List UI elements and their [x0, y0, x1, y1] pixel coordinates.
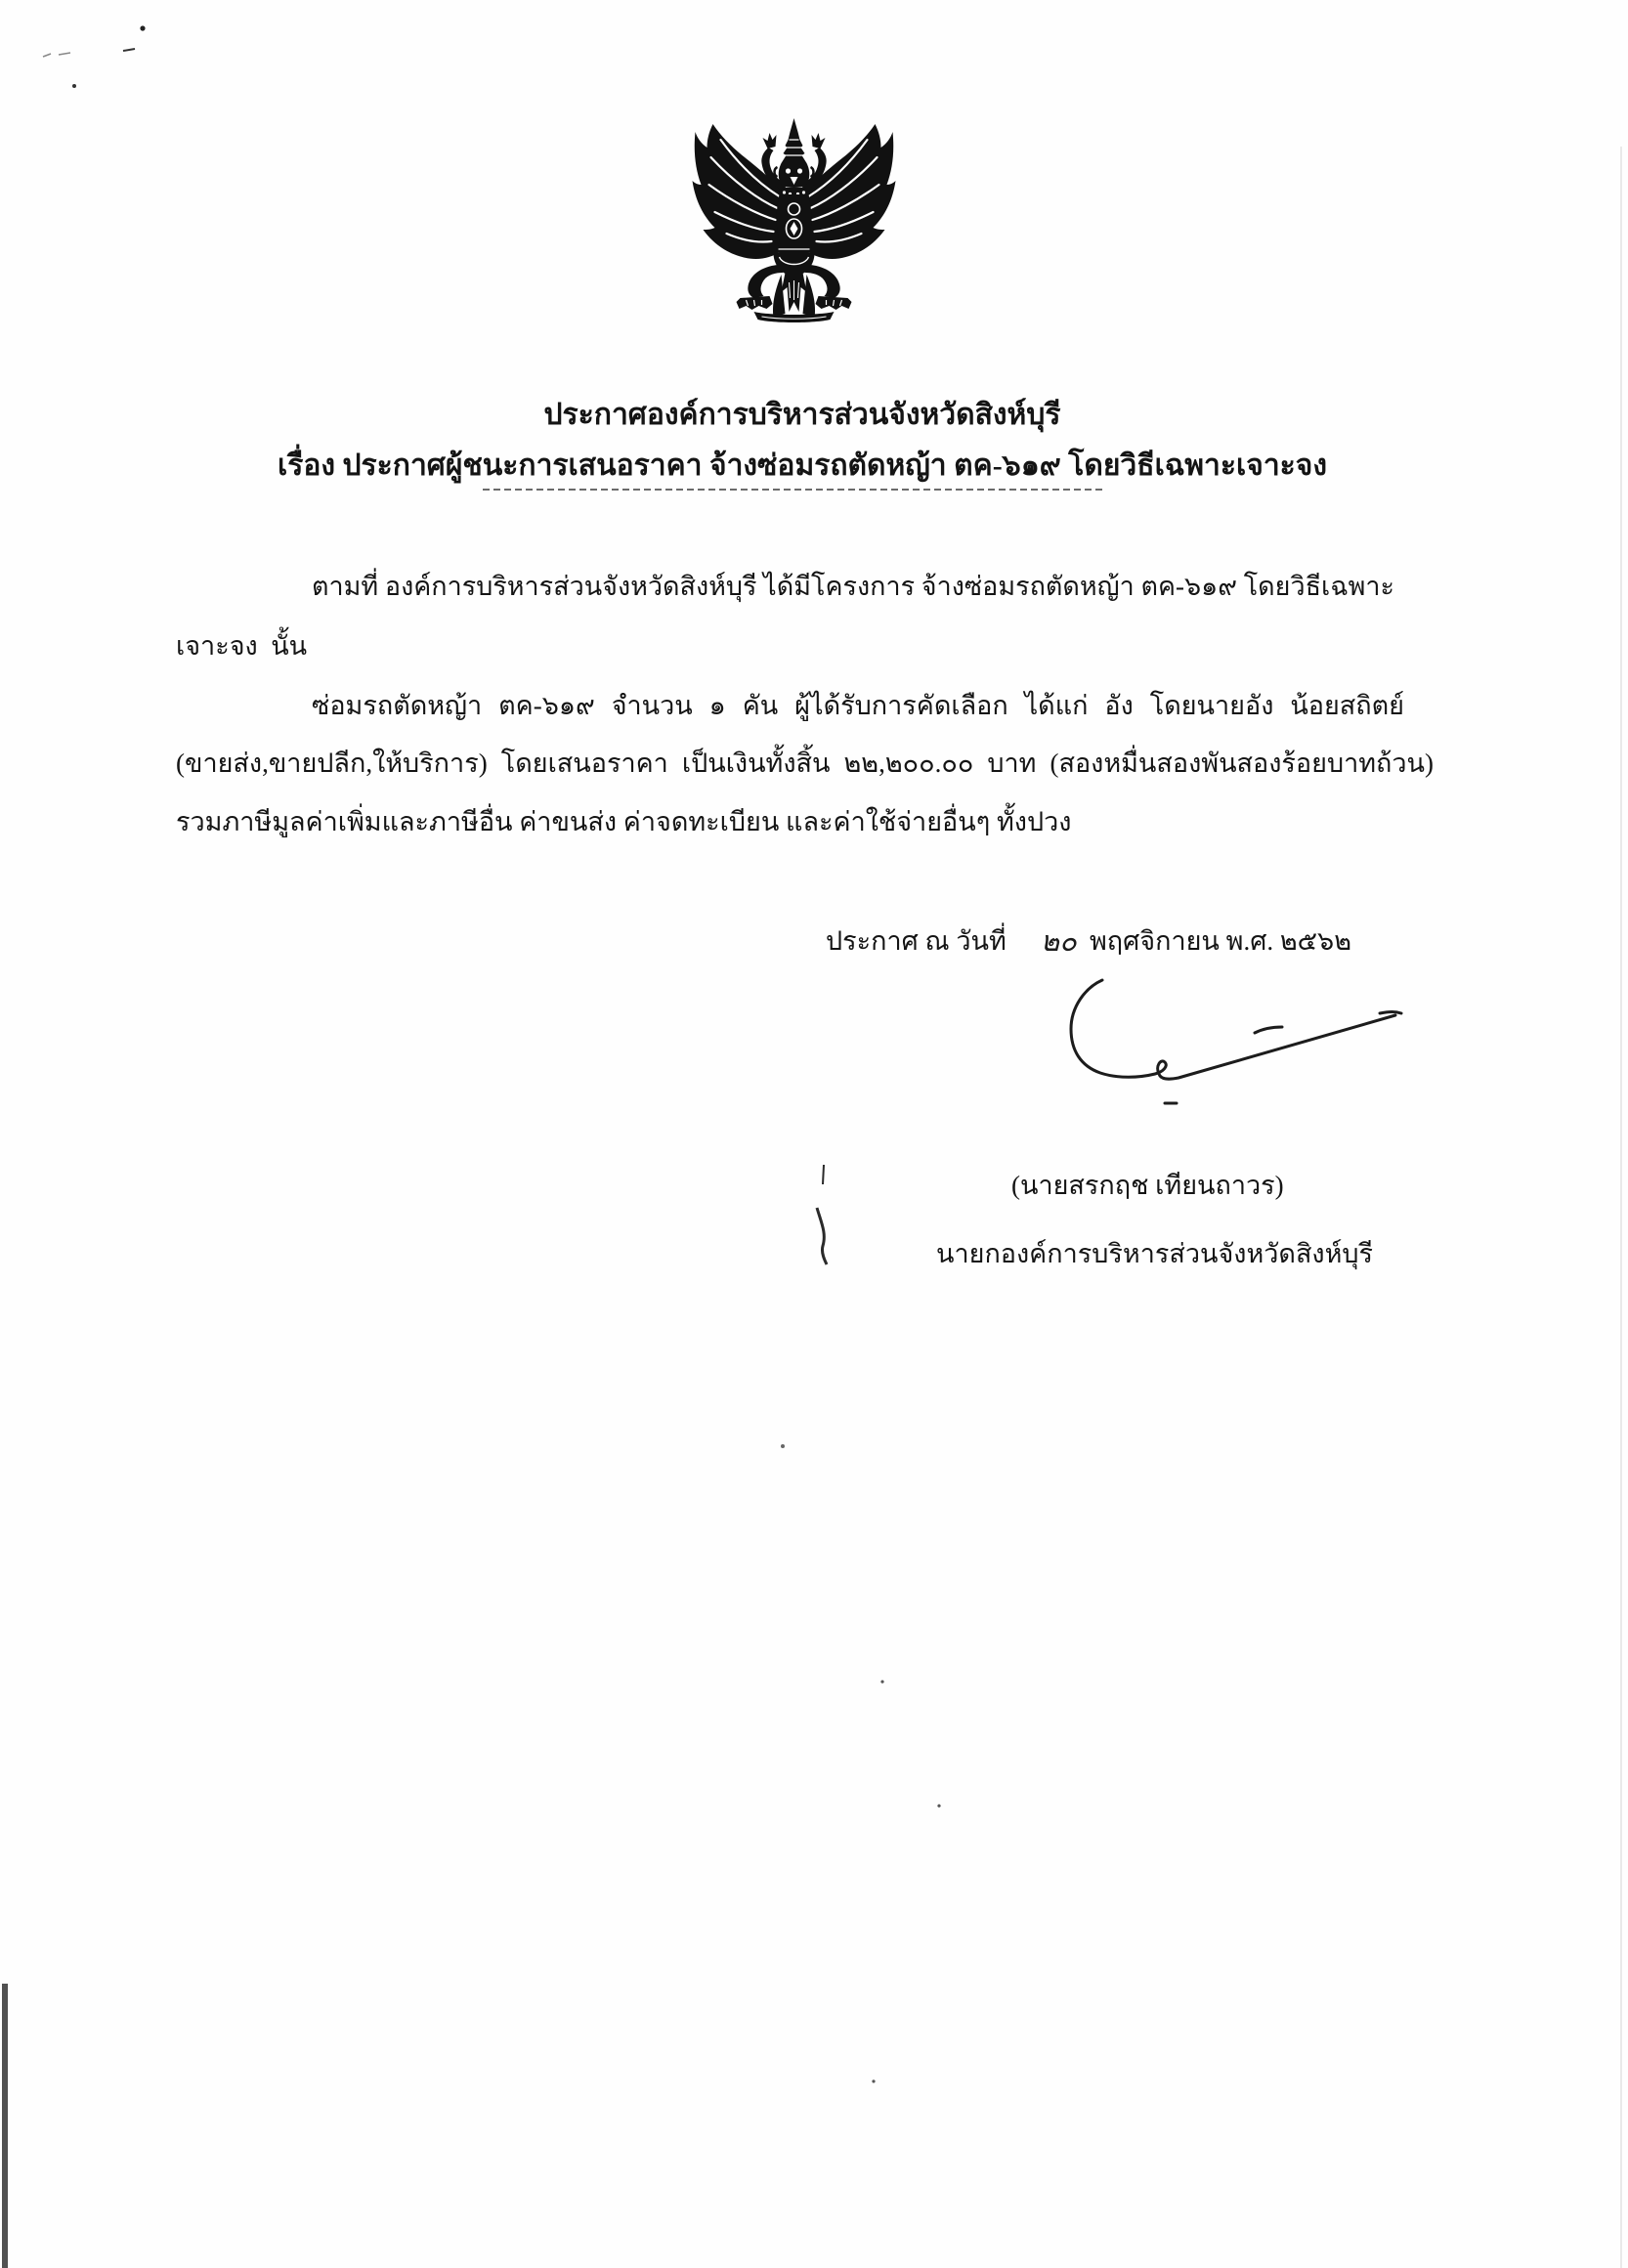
paragraph-2-line-3-text: รวมภาษีมูลค่าเพิ่มและภาษีอื่น ค่าขนส่ง ค่าจดทะเบียน และค่าใช้จ่ายอื่นๆ ทั้งปวง [176, 807, 1072, 836]
announcement-subject-text: เรื่อง ประกาศผู้ชนะการเสนอราคา จ้างซ่อมรถตัดหญ้า ตค-๖๑๙ โดยวิธีเฉพาะเจาะจง [277, 449, 1328, 482]
date-prefix-text: ประกาศ ณ วันที่ [826, 926, 1007, 956]
paragraph-1-line-1 [285, 528, 1394, 601]
signatory-position [910, 1195, 1374, 1268]
scan-speck [72, 84, 76, 88]
scan-speck [823, 1165, 824, 1184]
paragraph-2-line-1 [285, 647, 1404, 720]
scan-speck [872, 2079, 875, 2082]
paragraph-1-line-2-text: เจาะจง นั้น [176, 631, 308, 661]
scan-speck [781, 1444, 785, 1448]
scan-speck [123, 49, 135, 51]
scan-speck [817, 1208, 827, 1264]
paragraph-2-line-1-text: ซ่อมรถตัดหญ้า ตค-๖๑๙ จำนวน ๑ คัน ผู้ได้รับการคัดเลือก ได้แก่ อัง โดยนายอัง น้อยสถิตย์ [312, 691, 1404, 720]
scan-speck [880, 1680, 883, 1683]
signatory-position-text: นายกองค์การบริหารส่วนจังหวัดสิงห์บุรี [936, 1239, 1374, 1268]
announcement-title [195, 354, 1380, 431]
paragraph-1-line-1-text: ตามที่ องค์การบริหารส่วนจังหวัดสิงห์บุรี ได้มีโครงการ จ้างซ่อมรถตัดหญ้า ตค-๖๑๙ โดยวิธีเฉพาะ [312, 572, 1394, 601]
paragraph-2-line-3 [150, 763, 1072, 836]
announcement-title-text: ประกาศองค์การบริหารส่วนจังหวัดสิงห์บุรี [543, 399, 1061, 431]
title-divider [483, 487, 1108, 492]
paragraph-2-line-2-text: (ขายส่ง,ขายปลีก,ให้บริการ) โดยเสนอราคา เป็นเงินทั้งสิ้น ๒๒,๒๐๐.๐๐ บาท (สองหมื่นสองพันสองร้อยบาทถ้วน) [176, 749, 1434, 778]
signatory-name-text: (นายสรกฤช เทียนถาวร) [1011, 1171, 1284, 1200]
signatory-name [985, 1127, 1284, 1200]
scan-speck [140, 25, 145, 30]
scan-edge-shadow [2, 1984, 8, 2268]
announcement-date-suffix [1063, 882, 1351, 956]
handwritten-signature [1046, 972, 1417, 1129]
date-day-text: ๒๐ [1040, 924, 1077, 958]
announcement-date-prefix [799, 882, 1007, 956]
paragraph-2-line-2 [150, 705, 1434, 778]
scan-speck [43, 53, 70, 57]
announcement-date-day [1005, 882, 1077, 958]
scan-speck [937, 1804, 940, 1807]
announcement-subject [195, 405, 1380, 482]
paragraph-1-line-2 [150, 587, 443, 661]
date-suffix-text: พฤศจิกายน พ.ศ. ๒๕๖๒ [1090, 926, 1351, 956]
garuda-emblem [691, 118, 897, 328]
